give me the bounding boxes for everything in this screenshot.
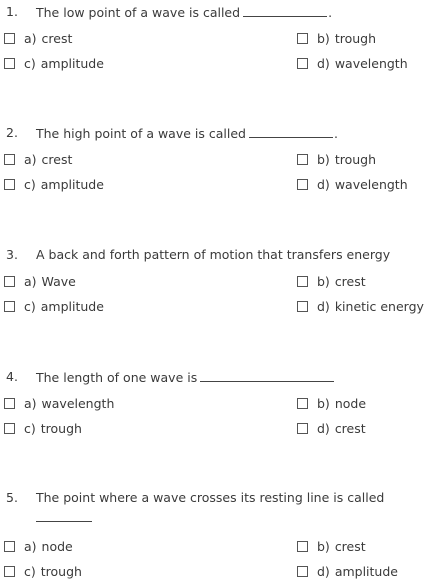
option-letter: c) xyxy=(24,55,36,71)
checkbox[interactable] xyxy=(297,541,308,552)
option-letter: a) xyxy=(24,395,37,411)
question-text: The high point of a wave is called xyxy=(36,126,246,141)
option-letter: d) xyxy=(317,55,330,71)
option-letter: b) xyxy=(317,30,330,46)
answer-blank xyxy=(200,369,334,382)
option-c[interactable] xyxy=(4,563,82,579)
question-number: 4. xyxy=(6,369,18,384)
checkbox[interactable] xyxy=(4,154,15,165)
checkbox[interactable] xyxy=(297,154,308,165)
option-c[interactable] xyxy=(4,55,104,71)
option-d[interactable] xyxy=(297,298,424,314)
option-letter: a) xyxy=(24,30,37,46)
option-letter: b) xyxy=(317,395,330,411)
option-letter: d) xyxy=(317,420,330,436)
checkbox[interactable] xyxy=(4,276,15,287)
option-text: crest xyxy=(334,538,366,554)
option-letter: a) xyxy=(24,538,37,554)
option-d[interactable] xyxy=(297,176,408,192)
checkbox[interactable] xyxy=(297,398,308,409)
option-text: kinetic energy xyxy=(334,298,424,314)
question-number: 2. xyxy=(6,125,18,140)
checkbox[interactable] xyxy=(297,301,308,312)
option-text: wavelength xyxy=(334,176,408,192)
option-text: wavelength xyxy=(41,395,115,411)
option-letter: a) xyxy=(24,151,37,167)
option-text: Wave xyxy=(41,273,76,289)
question-number: 3. xyxy=(6,247,18,262)
option-a[interactable] xyxy=(4,273,76,289)
option-letter: c) xyxy=(24,298,36,314)
checkbox[interactable] xyxy=(297,423,308,434)
option-letter: c) xyxy=(24,563,36,579)
checkbox[interactable] xyxy=(297,33,308,44)
answer-blank xyxy=(36,521,92,522)
checkbox[interactable] xyxy=(4,179,15,190)
option-a[interactable] xyxy=(4,151,72,167)
option-text: crest xyxy=(334,273,366,289)
question-text: The point where a wave crosses its resting line is called xyxy=(36,490,385,505)
checkbox[interactable] xyxy=(4,301,15,312)
option-text: amplitude xyxy=(40,298,104,314)
option-text: amplitude xyxy=(40,176,104,192)
option-text: amplitude xyxy=(40,55,104,71)
option-letter: c) xyxy=(24,176,36,192)
question-text: The low point of a wave is called xyxy=(36,5,241,20)
checkbox[interactable] xyxy=(4,423,15,434)
option-text: trough xyxy=(40,420,82,436)
option-letter: b) xyxy=(317,151,330,167)
checkbox[interactable] xyxy=(297,179,308,190)
option-text: crest xyxy=(334,420,366,436)
option-text: node xyxy=(334,395,367,411)
question-number: 5. xyxy=(6,490,18,505)
option-b[interactable] xyxy=(297,151,376,167)
option-d[interactable] xyxy=(297,55,408,71)
option-a[interactable] xyxy=(4,30,72,46)
option-text: trough xyxy=(40,563,82,579)
option-text: wavelength xyxy=(334,55,408,71)
answer-blank xyxy=(249,125,333,138)
option-a[interactable] xyxy=(4,395,114,411)
option-letter: c) xyxy=(24,420,36,436)
option-text: node xyxy=(41,538,73,554)
checkbox[interactable] xyxy=(4,33,15,44)
checkbox[interactable] xyxy=(4,398,15,409)
option-b[interactable] xyxy=(297,395,366,411)
option-c[interactable] xyxy=(4,176,104,192)
option-letter: d) xyxy=(317,563,330,579)
question-number: 1. xyxy=(6,4,18,19)
option-d[interactable] xyxy=(297,563,398,579)
option-text: crest xyxy=(41,30,73,46)
question-trailing: . xyxy=(328,5,333,20)
option-text: amplitude xyxy=(334,563,398,579)
checkbox[interactable] xyxy=(297,566,308,577)
checkbox[interactable] xyxy=(4,58,15,69)
question-text: A back and forth pattern of motion that transfers energy xyxy=(36,247,391,262)
option-letter: d) xyxy=(317,298,330,314)
checkbox[interactable] xyxy=(297,276,308,287)
question-trailing: . xyxy=(333,126,338,141)
option-letter: b) xyxy=(317,538,330,554)
option-letter: a) xyxy=(24,273,37,289)
question-text: The length of one wave is xyxy=(36,370,198,385)
option-letter: d) xyxy=(317,176,330,192)
checkbox[interactable] xyxy=(4,541,15,552)
option-text: trough xyxy=(334,30,377,46)
option-b[interactable] xyxy=(297,538,366,554)
option-d[interactable] xyxy=(297,420,366,436)
option-c[interactable] xyxy=(4,420,82,436)
option-c[interactable] xyxy=(4,298,104,314)
option-letter: b) xyxy=(317,273,330,289)
checkbox[interactable] xyxy=(4,566,15,577)
option-b[interactable] xyxy=(297,30,376,46)
checkbox[interactable] xyxy=(297,58,308,69)
option-text: crest xyxy=(41,151,73,167)
option-text: trough xyxy=(334,151,377,167)
answer-blank xyxy=(243,4,327,17)
option-a[interactable] xyxy=(4,538,73,554)
option-b[interactable] xyxy=(297,273,366,289)
